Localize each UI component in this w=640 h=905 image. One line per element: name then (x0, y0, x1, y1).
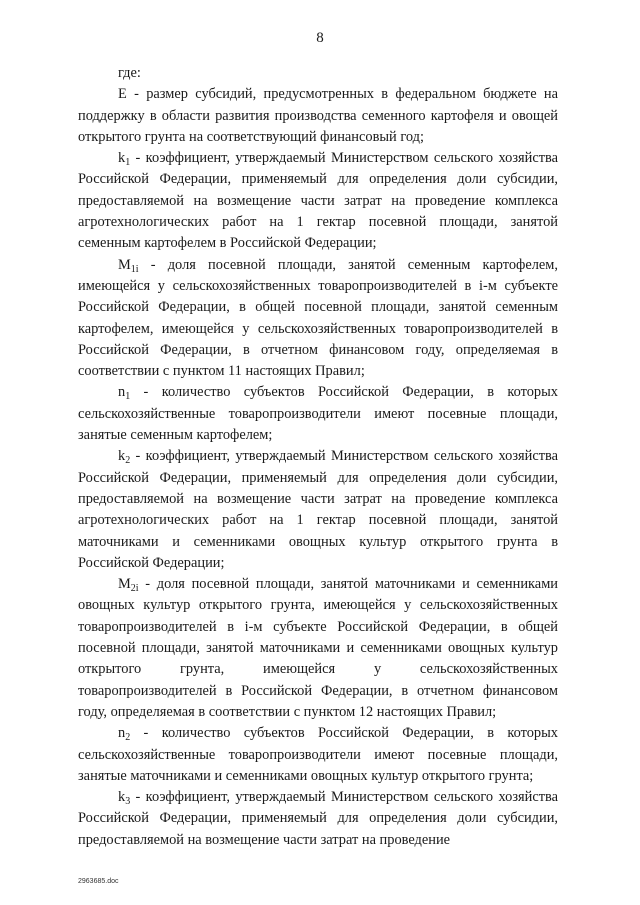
document-body (78, 63, 558, 851)
paragraph-k1-definition: $k_1$ - коэффициент, утверждаемый Министерством сельского хозяйства Российской Федерации, применяемый для определения доли субсидии, предоставляемой на возмещение части затрат на проведение комплекса агротехнологических работ на 1 гектар посевной площади, занятой семенным картофелем в Российской Федерации; (78, 150, 558, 252)
paragraph-m1i-definition: $M_{1i}$ - доля посевной площади, занятой семенным картофелем, имеющейся у сельскохозяйственных товаропроизводителей в i-м субъекте Российской Федерации, в общей посевной площади, занятой семенным картофелем, имеющейся у сельскохозяйственных товаропроизводителей в Российской Федерации, в отчетном финансовом году, определяемая в соответствии с пунктом 11 настоящих Правил; (78, 256, 558, 380)
paragraph-k3-definition: $k_3$ - коэффициент, утверждаемый Министерством сельского хозяйства Российской Федерации, применяемый для определения доли субсидии, предоставляемой на возмещение части затрат на проведение (78, 789, 558, 848)
paragraph-e-definition: E - размер субсидий, предусмотренных в федеральном бюджете на поддержку в области развития производства семенного картофеля и овощей открытого грунта на соответствующий финансовый год; (78, 86, 558, 145)
paragraph-m2i-definition: $M_{2i}$ - доля посевной площади, занятой маточниками и семенниками овощных культур открытого грунта, имеющейся у сельскохозяйственных товаропроизводителей в i-м субъекте Российской Федерации, в общей посевной площади, занятой маточниками и семенниками овощных культур открытого грунта, имеющейся у сельскохозяйственных товаропроизводителей в Российской Федерации, в отчетном финансовом году, определяемая в соответствии с пунктом 12 настоящих Правил; (78, 576, 558, 720)
page-number: 8 (316, 30, 324, 46)
paragraph-k2-definition: $k_2$ - коэффициент, утверждаемый Министерством сельского хозяйства Российской Федерации, применяемый для определения доли субсидии, предоставляемой на возмещение части затрат на проведение комплекса агротехнологических работ на 1 гектар посевной площади, занятой маточниками и семенниками овощных культур открытого грунта в Российской Федерации; (78, 448, 558, 571)
paragraph-n1-definition: $n_1$ - количество субъектов Российской Федерации, в которых сельскохозяйственные товаропроизводители имеют посевные площади, занятые семенным картофелем; (78, 384, 558, 444)
paragraph-n2-definition: $n_2$ - количество субъектов Российской Федерации, в которых сельскохозяйственные товаропроизводители имеют посевные площади, занятые маточниками и семенниками овощных культур открытого грунта; (78, 725, 558, 784)
footer-filename: 2963685.doc (78, 878, 119, 885)
paragraph-where: где: (118, 65, 141, 81)
